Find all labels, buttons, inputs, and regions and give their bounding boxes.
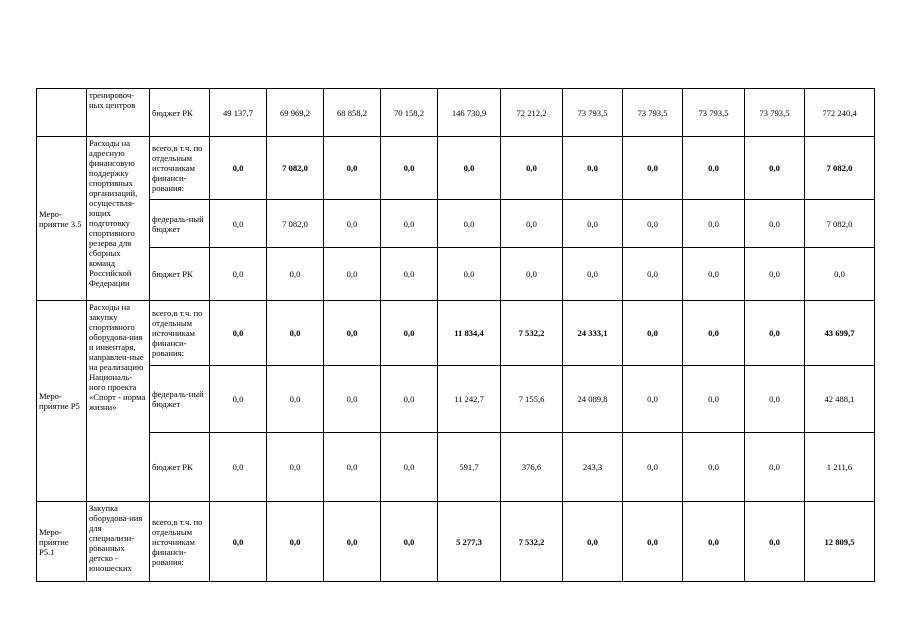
value-cell: 0,0: [267, 301, 324, 366]
value-cell: 243,3: [563, 433, 623, 502]
measure-cell: Меро-приятие Р5.1: [37, 502, 87, 582]
value-cell: 0,0: [438, 200, 501, 248]
value-cell: 0,0: [381, 301, 438, 366]
value-cell: 0,0: [623, 200, 683, 248]
value-cell: 0,0: [501, 248, 563, 301]
value-cell: 0,0: [381, 248, 438, 301]
value-cell: 72 212,2: [501, 89, 563, 137]
value-cell: 7 155,6: [501, 366, 563, 433]
value-cell: 0,0: [623, 137, 683, 200]
value-cell: 0,0: [683, 502, 745, 582]
value-cell: 0,0: [210, 248, 267, 301]
value-cell: 7 532,2: [501, 502, 563, 582]
funding-source-cell: всего,в т.ч. по отдельным источникам финанси-рования:: [150, 137, 210, 200]
table-row: [37, 433, 875, 502]
value-cell: 73 793,5: [563, 89, 623, 137]
value-cell: 0,0: [623, 433, 683, 502]
value-cell: 0,0: [745, 433, 805, 502]
value-cell: 0,0: [381, 200, 438, 248]
value-cell: 0,0: [745, 301, 805, 366]
funding-source-cell: бюджет РК: [150, 89, 210, 137]
value-cell: 0,0: [210, 200, 267, 248]
value-cell: 772 240,4: [805, 89, 875, 137]
table-row: [37, 301, 875, 366]
value-cell: 49 137,7: [210, 89, 267, 137]
value-cell: 0,0: [501, 137, 563, 200]
value-cell: 0,0: [683, 248, 745, 301]
value-cell: 0,0: [324, 200, 381, 248]
value-cell: 11 834,4: [438, 301, 501, 366]
value-cell: 12 809,5: [805, 502, 875, 582]
value-cell: 1 211,6: [805, 433, 875, 502]
table-body: [37, 89, 875, 582]
value-cell: 0,0: [267, 502, 324, 582]
value-cell: 0,0: [210, 433, 267, 502]
value-cell: 0,0: [381, 502, 438, 582]
value-cell: 146 730,9: [438, 89, 501, 137]
value-cell: 68 858,2: [324, 89, 381, 137]
value-cell: 70 158,2: [381, 89, 438, 137]
value-cell: 0,0: [324, 366, 381, 433]
value-cell: 0,0: [683, 301, 745, 366]
value-cell: 0,0: [745, 502, 805, 582]
value-cell: 0,0: [683, 366, 745, 433]
table-row: [37, 248, 875, 301]
measure-cell: [37, 89, 87, 137]
funding-source-cell: бюджет РК: [150, 248, 210, 301]
value-cell: 0,0: [438, 137, 501, 200]
value-cell: 7 082,0: [267, 200, 324, 248]
value-cell: 0,0: [381, 433, 438, 502]
value-cell: 0,0: [745, 248, 805, 301]
value-cell: 7 532,2: [501, 301, 563, 366]
table-row: [37, 502, 875, 582]
value-cell: 0,0: [267, 366, 324, 433]
value-cell: 0,0: [324, 248, 381, 301]
value-cell: 73 793,5: [683, 89, 745, 137]
value-cell: 0,0: [501, 200, 563, 248]
value-cell: 0,0: [324, 137, 381, 200]
value-cell: 0,0: [381, 366, 438, 433]
value-cell: 7 082,0: [267, 137, 324, 200]
value-cell: 0,0: [267, 433, 324, 502]
value-cell: 0,0: [210, 366, 267, 433]
value-cell: 24 089,8: [563, 366, 623, 433]
measure-cell: Меро-приятие 3.5: [37, 137, 87, 301]
value-cell: 43 699,7: [805, 301, 875, 366]
value-cell: 0,0: [683, 137, 745, 200]
value-cell: 7 082,0: [805, 137, 875, 200]
value-cell: 0,0: [563, 248, 623, 301]
value-cell: 0,0: [745, 137, 805, 200]
value-cell: 69 969,2: [267, 89, 324, 137]
value-cell: 0,0: [324, 433, 381, 502]
value-cell: 73 793,5: [623, 89, 683, 137]
value-cell: 11 242,7: [438, 366, 501, 433]
value-cell: 0,0: [324, 502, 381, 582]
value-cell: 0,0: [805, 248, 875, 301]
funding-source-cell: бюджет РК: [150, 433, 210, 502]
value-cell: 0,0: [683, 433, 745, 502]
value-cell: 591,7: [438, 433, 501, 502]
value-cell: 0,0: [267, 248, 324, 301]
value-cell: 0,0: [683, 200, 745, 248]
measure-cell: Меро-приятие Р5: [37, 301, 87, 502]
funding-source-cell: федераль-ный бюджет: [150, 366, 210, 433]
value-cell: 0,0: [381, 137, 438, 200]
value-cell: 73 793,5: [745, 89, 805, 137]
value-cell: 0,0: [563, 502, 623, 582]
value-cell: 0,0: [623, 301, 683, 366]
table-row: [37, 200, 875, 248]
funding-source-cell: всего,в т.ч. по отдельным источникам финанси-рования:: [150, 502, 210, 582]
funding-source-cell: федераль-ный бюджет: [150, 200, 210, 248]
value-cell: 0,0: [210, 502, 267, 582]
value-cell: 0,0: [210, 301, 267, 366]
measure-name-cell: Расходы на закупку спортивного оборудова-ния и инвентаря, направлен-ные на реализацию Националь-ного проекта «Спорт - норма жизни»: [87, 301, 150, 502]
funding-source-cell: всего,в т.ч. по отдельным источникам финанси-рования:: [150, 301, 210, 366]
value-cell: 0,0: [438, 248, 501, 301]
value-cell: 42 488,1: [805, 366, 875, 433]
value-cell: 376,6: [501, 433, 563, 502]
value-cell: 5 277,3: [438, 502, 501, 582]
table-row: [37, 89, 875, 137]
table-row: [37, 137, 875, 200]
table-row: [37, 366, 875, 433]
value-cell: 7 082,0: [805, 200, 875, 248]
value-cell: 0,0: [563, 137, 623, 200]
value-cell: 0,0: [324, 301, 381, 366]
value-cell: 0,0: [563, 200, 623, 248]
value-cell: 24 333,1: [563, 301, 623, 366]
value-cell: 0,0: [623, 502, 683, 582]
measure-name-cell: Расходы на адресную финансовую поддержку спортивных организаций, осуществля-ющих подготовку спортивного резерва для сборных команд Российской Федерации: [87, 137, 150, 301]
value-cell: 0,0: [623, 366, 683, 433]
measure-name-cell: Закупка оборудова-ния для специализи-рованных детско - юношеских: [87, 502, 150, 582]
value-cell: 0,0: [745, 366, 805, 433]
value-cell: 0,0: [623, 248, 683, 301]
value-cell: 0,0: [745, 200, 805, 248]
value-cell: 0,0: [210, 137, 267, 200]
measure-name-cell: тренировоч-ных центров: [87, 89, 150, 137]
budget-table: [36, 88, 875, 582]
